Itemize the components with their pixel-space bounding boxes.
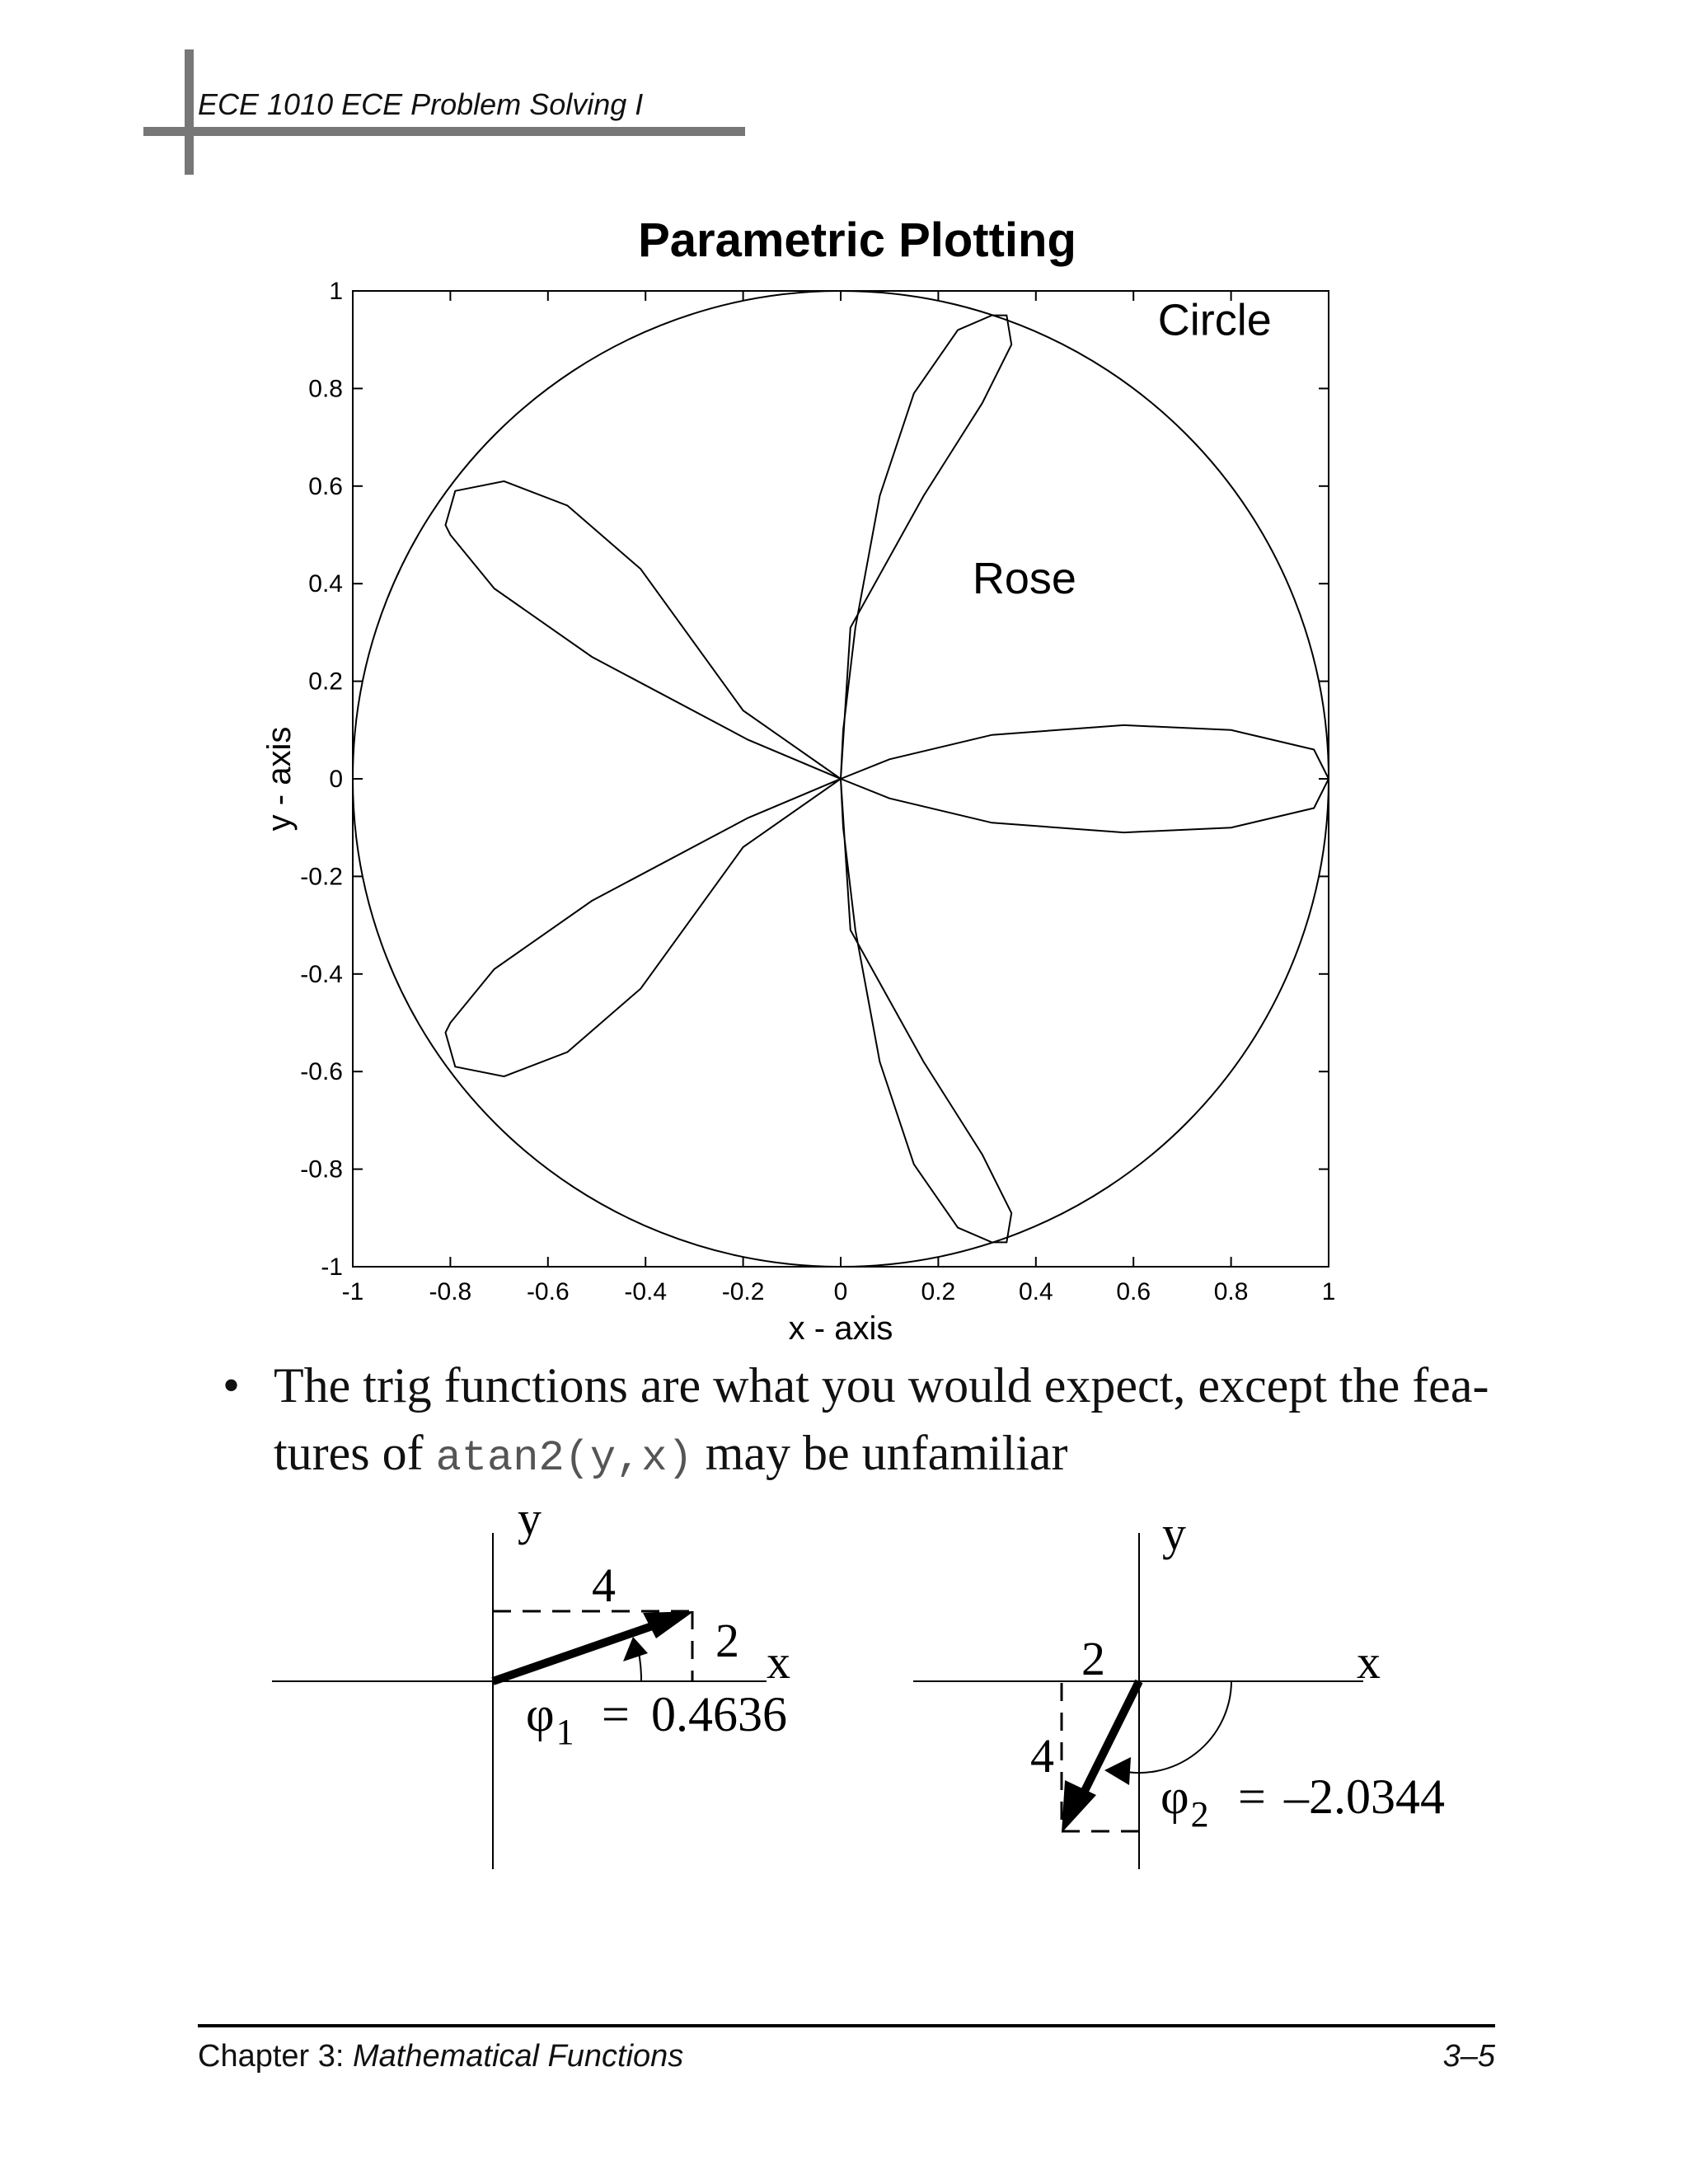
annotation-rose: Rose bbox=[972, 554, 1076, 604]
y-tick-label: 0.2 bbox=[308, 668, 343, 696]
left-y-label: y bbox=[518, 1492, 542, 1545]
chart-title: Parametric Plotting bbox=[638, 213, 1076, 267]
x-tick-label: -1 bbox=[341, 1278, 364, 1305]
left-vertical-leg-label: 2 bbox=[715, 1614, 739, 1667]
y-tick-label: 1 bbox=[329, 278, 343, 305]
footer-chapter-title: Mathematical Functions bbox=[353, 2039, 684, 2074]
y-tick-label: -0.4 bbox=[300, 960, 343, 988]
header-course-title: ECE 1010 ECE Problem Solving I bbox=[198, 87, 644, 121]
x-axis-label: x - axis bbox=[788, 1310, 893, 1343]
x-tick-label: 0 bbox=[833, 1278, 848, 1305]
bullet-text-after: may be unfamiliar bbox=[692, 1426, 1068, 1480]
bullet-symbol: • bbox=[223, 1358, 241, 1413]
y-tick-label: -0.8 bbox=[300, 1155, 343, 1183]
footer-page-number: 3–5 bbox=[1442, 2039, 1495, 2074]
right-horizontal-leg-label: 2 bbox=[1081, 1632, 1105, 1685]
x-tick-label: 1 bbox=[1321, 1278, 1336, 1305]
footer-chapter bbox=[198, 2039, 683, 2074]
left-vector-arrowhead bbox=[643, 1611, 694, 1638]
y-tick-label: 0 bbox=[329, 766, 343, 793]
atan2-diagram-left bbox=[0, 1492, 844, 1871]
bullet-paragraph bbox=[223, 1352, 1508, 1493]
header-horizontal-bar bbox=[143, 127, 745, 136]
x-tick-label: 0.8 bbox=[1213, 1278, 1249, 1305]
y-tick-label: -0.6 bbox=[300, 1058, 343, 1086]
right-x-label: x bbox=[1357, 1635, 1381, 1689]
left-angle-value: 0.4636 bbox=[651, 1687, 787, 1741]
header-vertical-bar bbox=[185, 49, 194, 175]
left-angle-symbol: $\varphi_1$ bbox=[526, 1687, 574, 1752]
left-angle-arrowhead bbox=[623, 1637, 648, 1661]
x-tick-label: 0.4 bbox=[1018, 1278, 1053, 1305]
right-angle-arrowhead bbox=[1104, 1757, 1131, 1785]
left-angle-equals: = bbox=[602, 1687, 630, 1741]
y-tick-label: 0.8 bbox=[308, 375, 343, 403]
y-tick-label: -0.2 bbox=[300, 863, 343, 891]
right-vertical-leg-label: 4 bbox=[1030, 1729, 1054, 1783]
x-tick-label: -0.8 bbox=[429, 1278, 472, 1305]
x-tick-label: -0.2 bbox=[721, 1278, 765, 1305]
y-tick-label: 0.4 bbox=[308, 570, 343, 598]
x-tick-label: -0.4 bbox=[624, 1278, 668, 1305]
left-horizontal-leg-label: 4 bbox=[592, 1558, 616, 1612]
bullet-text-before: The trig functions are what you would expect, except the fea-tures of bbox=[274, 1358, 1489, 1480]
footer-chapter-label: Chapter 3: bbox=[198, 2039, 345, 2074]
right-angle-value: –2.0344 bbox=[1284, 1769, 1445, 1824]
y-axis-label: y - axis bbox=[261, 726, 298, 832]
annotation-circle: Circle bbox=[1157, 295, 1272, 345]
rose-series bbox=[446, 316, 1329, 1243]
left-x-label: x bbox=[767, 1635, 790, 1689]
right-vector-shaft bbox=[1080, 1681, 1139, 1801]
x-tick-label: 0.2 bbox=[921, 1278, 956, 1305]
right-angle-symbol: $\varphi_2$ bbox=[1160, 1769, 1209, 1835]
right-y-label: y bbox=[1162, 1507, 1186, 1560]
parametric-plot bbox=[0, 247, 1688, 1343]
x-tick-label: -0.6 bbox=[526, 1278, 570, 1305]
right-vector-arrowhead bbox=[1062, 1780, 1096, 1833]
footer-rule bbox=[198, 2024, 1495, 2027]
x-tick-label: 0.6 bbox=[1116, 1278, 1151, 1305]
right-angle-equals: = bbox=[1238, 1769, 1266, 1824]
y-tick-label: 0.6 bbox=[308, 472, 343, 500]
y-tick-label: -1 bbox=[321, 1254, 343, 1281]
atan2-diagram-right bbox=[844, 1492, 1688, 1871]
bullet-code: atan2(y,x) bbox=[435, 1434, 693, 1483]
